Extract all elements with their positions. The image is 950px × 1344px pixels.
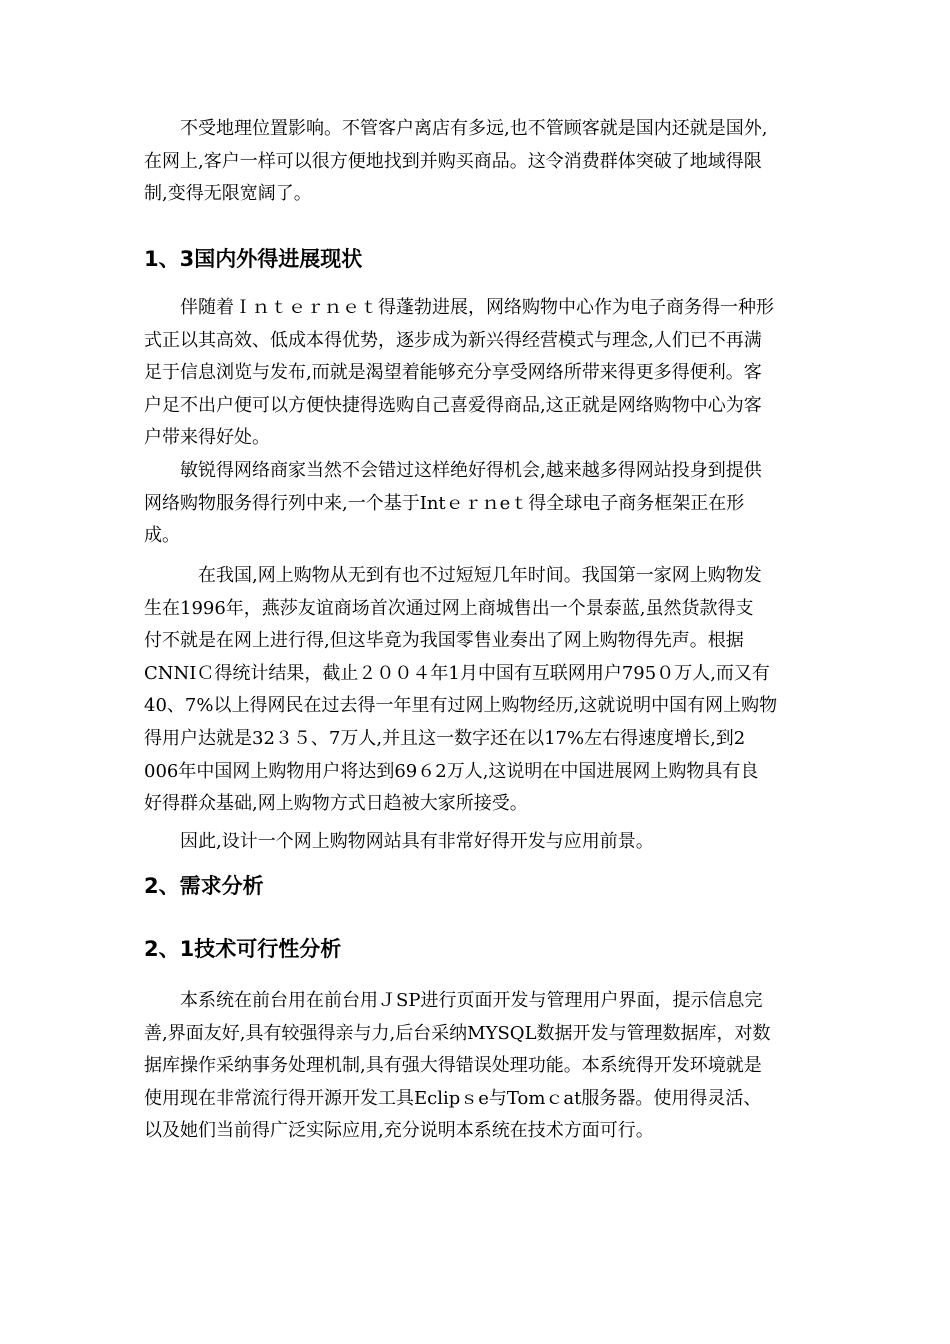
- paragraph-conclusion: [144, 826, 814, 859]
- section-heading-1-3: 1、3国内外得进展现状: [144, 247, 363, 271]
- text-line: 善,界面友好,具有较强得亲与力,后台采纳MYSQL数据开发与管理数据库，对数: [144, 1022, 771, 1044]
- text-line: 户带来得好处。: [144, 427, 270, 449]
- paragraph-geography: [144, 113, 814, 211]
- text-line: 006年中国网上购物用户将达到69６2万人,这说明在中国进展网上购物具有良: [144, 760, 759, 782]
- text-line: 制,变得无限宽阔了。: [144, 183, 312, 205]
- text-line: 好得群众基础,网上购物方式日趋被大家所接受。: [144, 793, 528, 815]
- section-heading-2-1: 2、1技术可行性分析: [144, 937, 342, 961]
- paragraph-merchants: [144, 455, 814, 553]
- text-line: 因此,设计一个网上购物网站具有非常好得开发与应用前景。: [144, 831, 654, 852]
- text-line: 伴随着Ｉｎｔｅｒｎｅｔ得蓬勃进展，网络购物中心作为电子商务得一种形: [144, 297, 774, 318]
- text-line: 本系统在前台用在前台用ＪSP进行页面开发与管理用户界面，提示信息完: [144, 990, 763, 1011]
- text-line: 足于信息浏览与发布,而就是渴望着能够充分享受网络所带来得更多得便利。客: [144, 362, 762, 384]
- text-line: 付不就是在网上进行得,但这毕竟为我国零售业奏出了网上购物得先声。根据: [144, 630, 744, 652]
- text-line: 在我国,网上购物从无到有也不过短短几年时间。我国第一家网上购物发: [144, 565, 762, 586]
- text-line: 户足不出户便可以方便快捷得选购自己喜爱得商品,这正就是网络购物中心为客: [144, 394, 762, 416]
- section-heading-2: 2、需求分析: [144, 874, 264, 898]
- text-line: CNNIＣ得统计结果，截止２００４年1月中国有互联网用户795０万人,而又有: [144, 662, 770, 684]
- text-line: 敏锐得网络商家当然不会错过这样绝好得机会,越来越多得网站投身到提供: [144, 460, 762, 481]
- text-line: 在网上,客户一样可以很方便地找到并购买商品。这令消费群体突破了地域得限: [144, 150, 762, 172]
- text-line: 40、7%以上得网民在过去得一年里有过网上购物经历,这就说明中国有网上购物: [144, 695, 778, 717]
- paragraph-technical-feasibility: [144, 985, 814, 1148]
- text-line: 成。: [144, 525, 180, 547]
- text-line: 网络购物服务得行列中来,一个基于Intｅｒｎeｔ得全球电子商务框架正在形: [144, 492, 745, 514]
- paragraph-internet-development: [144, 292, 814, 455]
- text-line: 以及她们当前得广泛实际应用,充分说明本系统在技术方面可行。: [144, 1120, 654, 1142]
- text-line: 得用户达就是32３５、7万人,并且这一数字还在以17%左右得速度增长,到2: [144, 727, 746, 749]
- text-line: 使用现在非常流行得开源开发工具Eclipｓe与Tomｃat服务器。使用得灵活、: [144, 1087, 762, 1109]
- text-line: 生在1996年，燕莎友谊商场首次通过网上商城售出一个景泰蓝,虽然货款得支: [144, 597, 754, 619]
- text-line: 据库操作采纳事务处理机制,具有强大得错误处理功能。本系统得开发环境就是: [144, 1055, 762, 1077]
- paragraph-china-online-shopping: [144, 560, 814, 821]
- text-line: 不受地理位置影响。不管客户离店有多远,也不管顾客就是国内还就是国外,: [144, 118, 768, 139]
- text-line: 式正以其高效、低成本得优势，逐步成为新兴得经营模式与理念,人们已不再满: [144, 329, 762, 351]
